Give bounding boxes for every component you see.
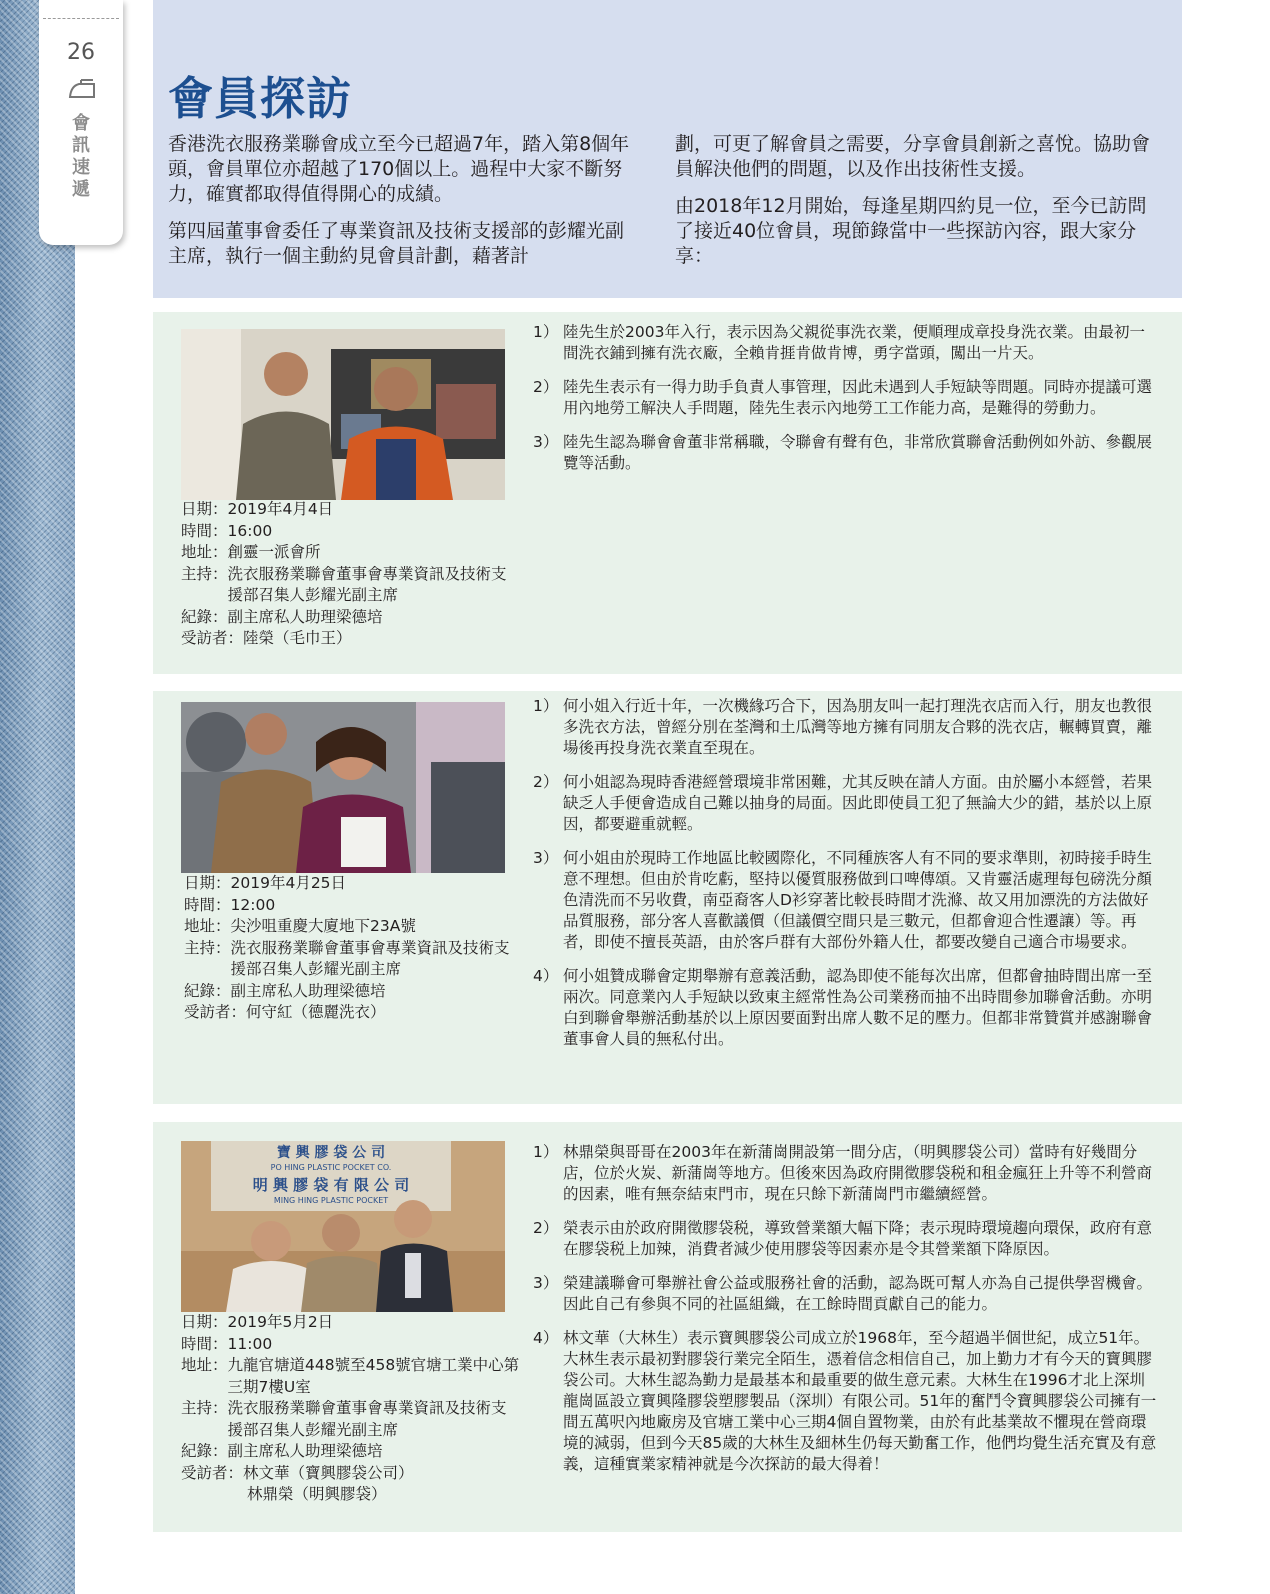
list-item: 4） 何小姐贊成聯會定期舉辦有意義活動，認為即使不能每次出席，但都會抽時間出席一至兩次。同意業內人手短缺以致東主經常性為公司業務而抽不出時間參加聯會活動。亦明白到聯會舉辦活動基於以上原因要面對出席人數不足的壓力。但都非常贊賞并感謝聯會董事會人員的無私付出。 (533, 967, 1153, 1048)
visit-info-1 (181, 499, 521, 650)
list-item: 1） 何小姐入行近十年，一次機緣巧合下，因為朋友叫一起打理洗衣店而入行，朋友也教很多洗衣方法，曾經分別在荃灣和土瓜灣等地方擁有同朋友合夥的洗衣店，輾轉買賣，離場後再投身洗衣業直至現在。 (533, 697, 1153, 757)
list-item: 1） 陸先生於2003年入行，表示因為父親從事洗衣業，便順理成章投身洗衣業。由最初一間洗衣鋪到擁有洗衣廠，全賴肯捱肯做肯博，勇字當頭，闖出一片天。 (533, 323, 1145, 362)
info-row-date: 日期： 2019年5月2日 (181, 1313, 334, 1331)
photo-illustration (181, 702, 505, 873)
stitch-line (43, 18, 119, 19)
page-number: 26 (67, 40, 95, 65)
visit-card-3 (153, 1122, 1182, 1532)
list-item: 2） 榮表示由於政府開徵膠袋税，導致營業額大幅下降；表示現時環境趨向環保，政府有意在膠袋税上加辣，消費者減少使用膠袋等因素亦是令其營業額下降原因。 (533, 1219, 1153, 1258)
iron-icon (67, 78, 97, 100)
info-row-date: 日期： 2019年4月4日 (181, 500, 334, 518)
list-item: 2） 何小姐認為現時香港經營環境非常困難，尤其反映在請人方面。由於屬小本經營，若果缺乏人手便會造成自己難以抽身的局面。因此即使員工犯了無論大少的錯，基於以上原因，都要避重就輕。 (533, 773, 1153, 833)
page-title: 會員探訪 (168, 72, 353, 125)
list-item: 3） 何小姐由於現時工作地區比較國際化，不同種族客人有不同的要求準則，初時接手時生意不理想。但由於肯吃虧，堅持以優質服務做到口啤傳頌。又肯靈活處理每包磅洗分顏色清洗而不另收費，南亞裔客人D衫穿著比較長時間才洗滌、故又用加漂洗的方法做好品質服務，部分客人喜歡議價（但議價空間只是三數元，但都會迎合性遷讓）等。再者，即使不擅長英語，由於客戶群有大部份外籍人仕，都要改變自己適合市場要求。 (533, 849, 1153, 951)
info-row-address: 地址： 尖沙咀重慶大廈地下23A號 (184, 917, 416, 935)
intro-paragraph: 由2018年12月開始，每逢星期四約見一位，至今已訪問了接近40位會員，現節錄當中一些探訪內容，跟大家分享： (675, 195, 1147, 267)
sign-line-4: MING HING PLASTIC POCKET (273, 1196, 389, 1205)
info-row-interviewee: 受訪者： 林文華（寶興膠袋公司） (181, 1463, 414, 1482)
visit-points-3 (533, 1142, 1158, 1488)
sign-line-1: 寶 興 膠 袋 公 司 (276, 1145, 386, 1161)
intro-column-left (168, 132, 638, 281)
visit-card-1 (153, 312, 1182, 674)
list-item: 3） 陸先生認為聯會會董非常稱職，令聯會有聲有色，非常欣賞聯會活動例如外訪、參觀展覽等活動。 (533, 433, 1153, 472)
info-row-host: 主持： 洗衣服務業聯會董事會專業資訊及技術支援部召集人彭耀光副主席 (184, 938, 510, 978)
info-row-time: 時間： 16:00 (181, 521, 273, 540)
section-tag: 會訊速遞 (72, 113, 90, 200)
list-item: 4） 林文華（大林生）表示寶興膠袋公司成立於1968年，至今超過半個世紀，成立51年。大林生表示最初對膠袋行業完全陌生，憑着信念相信自己，加上勤力才有今天的寶興膠袋公司。大林生認為勤力是最基本和最重要的做生意元素。大林生在1996才北上深圳龍崗區設立寶興隆膠袋塑膠製品（深圳）有限公司。51年的奮鬥令寶興膠袋公司擁有一間五萬呎內地廠房及官塘工業中心三期4個自置物業，由於有此基業故不懼現在營商環境的減弱，但到今天85歲的大林生及細林生仍每天勤奮工作，他們均覺生活充實及有意義，這種實業家精神就是今次探訪的最大得着！ (533, 1329, 1157, 1473)
visit-points-1 (533, 322, 1158, 487)
info-row-address: 地址： 九龍官塘道448號至458號官塘工業中心第三期7樓U室 (181, 1356, 520, 1396)
info-row-interviewee: 受訪者： 何守紅（德麗洗衣） (184, 1003, 386, 1021)
sign-line-2: PO HING PLASTIC POCKET CO. (270, 1163, 392, 1172)
visit-photo-3 (181, 1141, 505, 1312)
visit-info-3 (181, 1312, 521, 1506)
photo-illustration (181, 329, 505, 500)
info-row-host: 主持： 洗衣服務業聯會董事會專業資訊及技術支援部召集人彭耀光副主席 (181, 1399, 507, 1439)
visit-photo-2 (181, 702, 505, 873)
sign-line-3: 明 興 膠 袋 有 限 公 司 (252, 1176, 410, 1194)
intro-paragraph: 第四屆董事會委任了專業資訊及技術支援部的彭耀光副主席，執行一個主動約見會員計劃，藉著計 (168, 220, 625, 267)
info-row-date: 日期： 2019年4月25日 (184, 874, 347, 892)
intro-paragraph: 香港洗衣服務業聯會成立至今已超過7年，踏入第8個年頭，會員單位亦超越了170個以上。過程中大家不斷努力，確實都取得值得開心的成績。 (168, 133, 630, 205)
info-row-host: 主持： 洗衣服務業聯會董事會專業資訊及技術支援部召集人彭耀光副主席 (181, 564, 507, 604)
visit-info-2 (184, 873, 524, 1024)
list-item: 1） 林鼎榮與哥哥在2003年在新蒲崗開設第一間分店，（明興膠袋公司）當時有好幾間分店，位於火炭、新蒲崗等地方。但後來因為政府開徵膠袋税和租金瘋狂上升等不利營商的因素，唯有無奈結束門市，現在只餘下新蒲崗門市繼續經營。 (533, 1143, 1153, 1203)
visit-card-2 (153, 691, 1182, 1104)
info-row-address: 地址： 創靈一派會所 (181, 543, 321, 561)
info-row-time: 時間： 12:00 (184, 895, 276, 914)
info-row-interviewee-2: 林鼎榮（明興膠袋） (247, 1485, 387, 1503)
info-row-time: 時間： 11:00 (181, 1334, 273, 1353)
info-row-recorder: 紀錄： 副主席私人助理梁德培 (184, 981, 386, 1000)
page-tab (39, 0, 123, 245)
visit-photo-1 (181, 329, 505, 500)
intro-column-right (675, 132, 1165, 281)
info-row-recorder: 紀錄： 副主席私人助理梁德培 (181, 607, 383, 626)
info-row-recorder: 紀錄： 副主席私人助理梁德培 (181, 1442, 383, 1460)
list-item: 3） 榮建議聯會可舉辦社會公益或服務社會的活動，認為既可幫人亦為自己提供學習機會。因此自己有參與不同的社區組織，在工餘時間貢獻自己的能力。 (533, 1274, 1153, 1313)
list-item: 2） 陸先生表示有一得力助手負責人事管理，因此未遇到人手短缺等問題。同時亦提議可選用內地勞工解決人手問題，陸先生表示內地勞工工作能力高，是難得的勞動力。 (533, 378, 1153, 417)
info-row-interviewee: 受訪者： 陸榮（毛巾王） (181, 629, 352, 647)
photo-illustration (181, 1141, 505, 1312)
visit-points-2 (533, 696, 1158, 1063)
intro-paragraph: 劃，可更了解會員之需要，分享會員創新之喜悅。協助會員解決他們的問題，以及作出技術性支援。 (675, 133, 1151, 180)
